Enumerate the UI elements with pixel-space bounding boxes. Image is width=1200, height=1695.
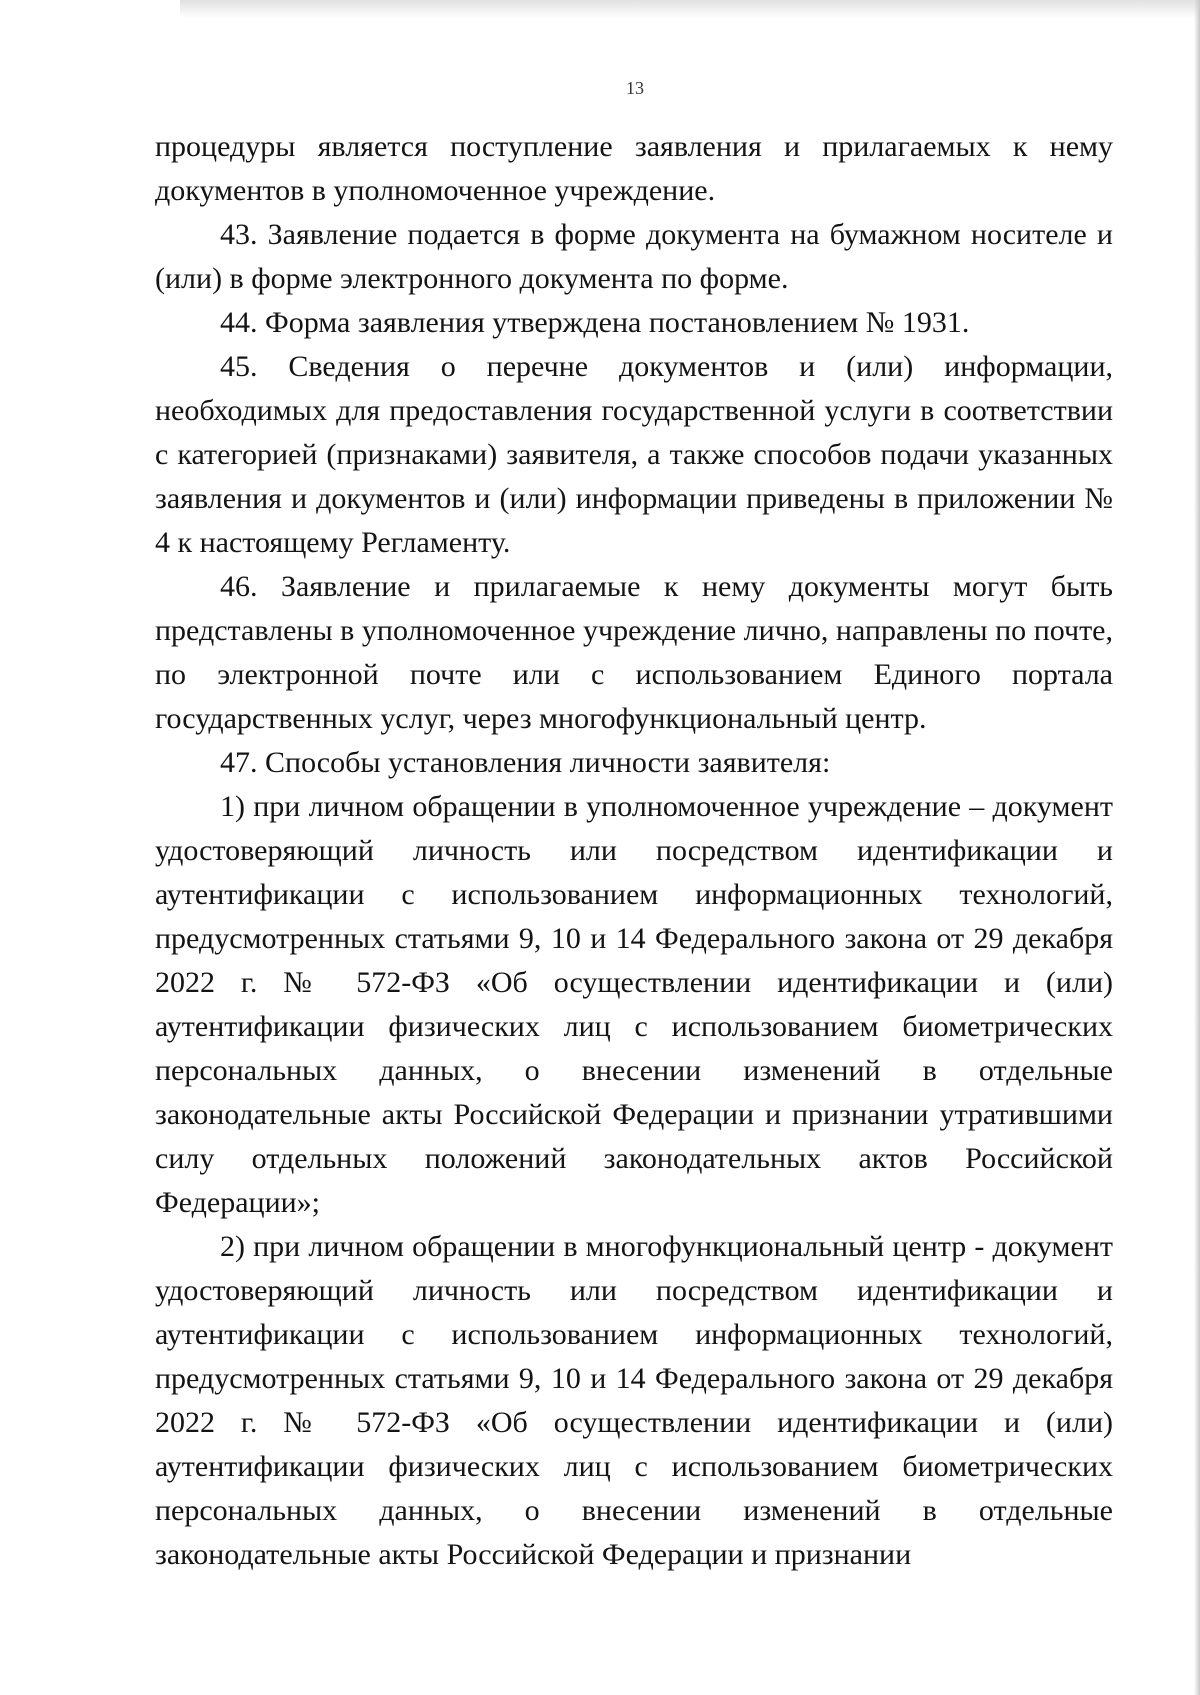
paragraph-46: 46. Заявление и прилагаемые к нему документы могут быть представлены в уполномоченное учреждение лично, направлены по почте, по электронной почте или с использованием Единого портала государственных услуг, через многофункциональный центр. bbox=[155, 570, 1113, 735]
paragraph-continuation: процедуры является поступление заявления и прилагаемых к нему документов в уполномоченное учреждение. bbox=[155, 130, 1113, 207]
paragraph-47-item-2: 2) при личном обращении в многофункциональный центр - документ удостоверяющий личность или посредством идентификации и аутентификации с использованием информационных технологий, предусмотренных статьями 9, 10 и 14 Федерального закона от 29 декабря 2022 г. № 572-ФЗ «Об осуществлении идентификации и (или) аутентификации физических лиц с использованием биометрических персональных данных, о внесении изменений в отдельные законодательные акты Российской Федерации и признании bbox=[155, 1230, 1113, 1571]
paragraph-45: 45. Сведения о перечне документов и (или) информации, необходимых для предоставления государственной услуги в соответствии с категорией (признаками) заявителя, а также способов подачи указанных заявления и документов и (или) информации приведены в приложении № 4 к настоящему Регламенту. bbox=[155, 350, 1113, 559]
scan-edge-right bbox=[1194, 0, 1200, 1695]
paragraph-44: 44. Форма заявления утверждена постановлением № 1931. bbox=[220, 306, 970, 339]
paragraph-43: 43. Заявление подается в форме документа на бумажном носителе и (или) в форме электронного документа по форме. bbox=[155, 218, 1113, 295]
page-number: 13 bbox=[626, 78, 644, 98]
paragraph-47: 47. Способы установления личности заявителя: bbox=[220, 746, 831, 779]
document-body bbox=[155, 125, 1113, 1577]
paragraph-47-item-1: 1) при личном обращении в уполномоченное учреждение – документ удостоверяющий личность или посредством идентификации и аутентификации с использованием информационных технологий, предусмотренных статьями 9, 10 и 14 Федерального закона от 29 декабря 2022 г. № 572-ФЗ «Об осуществлении идентификации и (или) аутентификации физических лиц с использованием биометрических персональных данных, о внесении изменений в отдельные законодательные акты Российской Федерации и признании утратившими силу отдельных положений законодательных актов Российской Федерации»; bbox=[155, 790, 1113, 1219]
scan-edge-top bbox=[180, 0, 1200, 18]
